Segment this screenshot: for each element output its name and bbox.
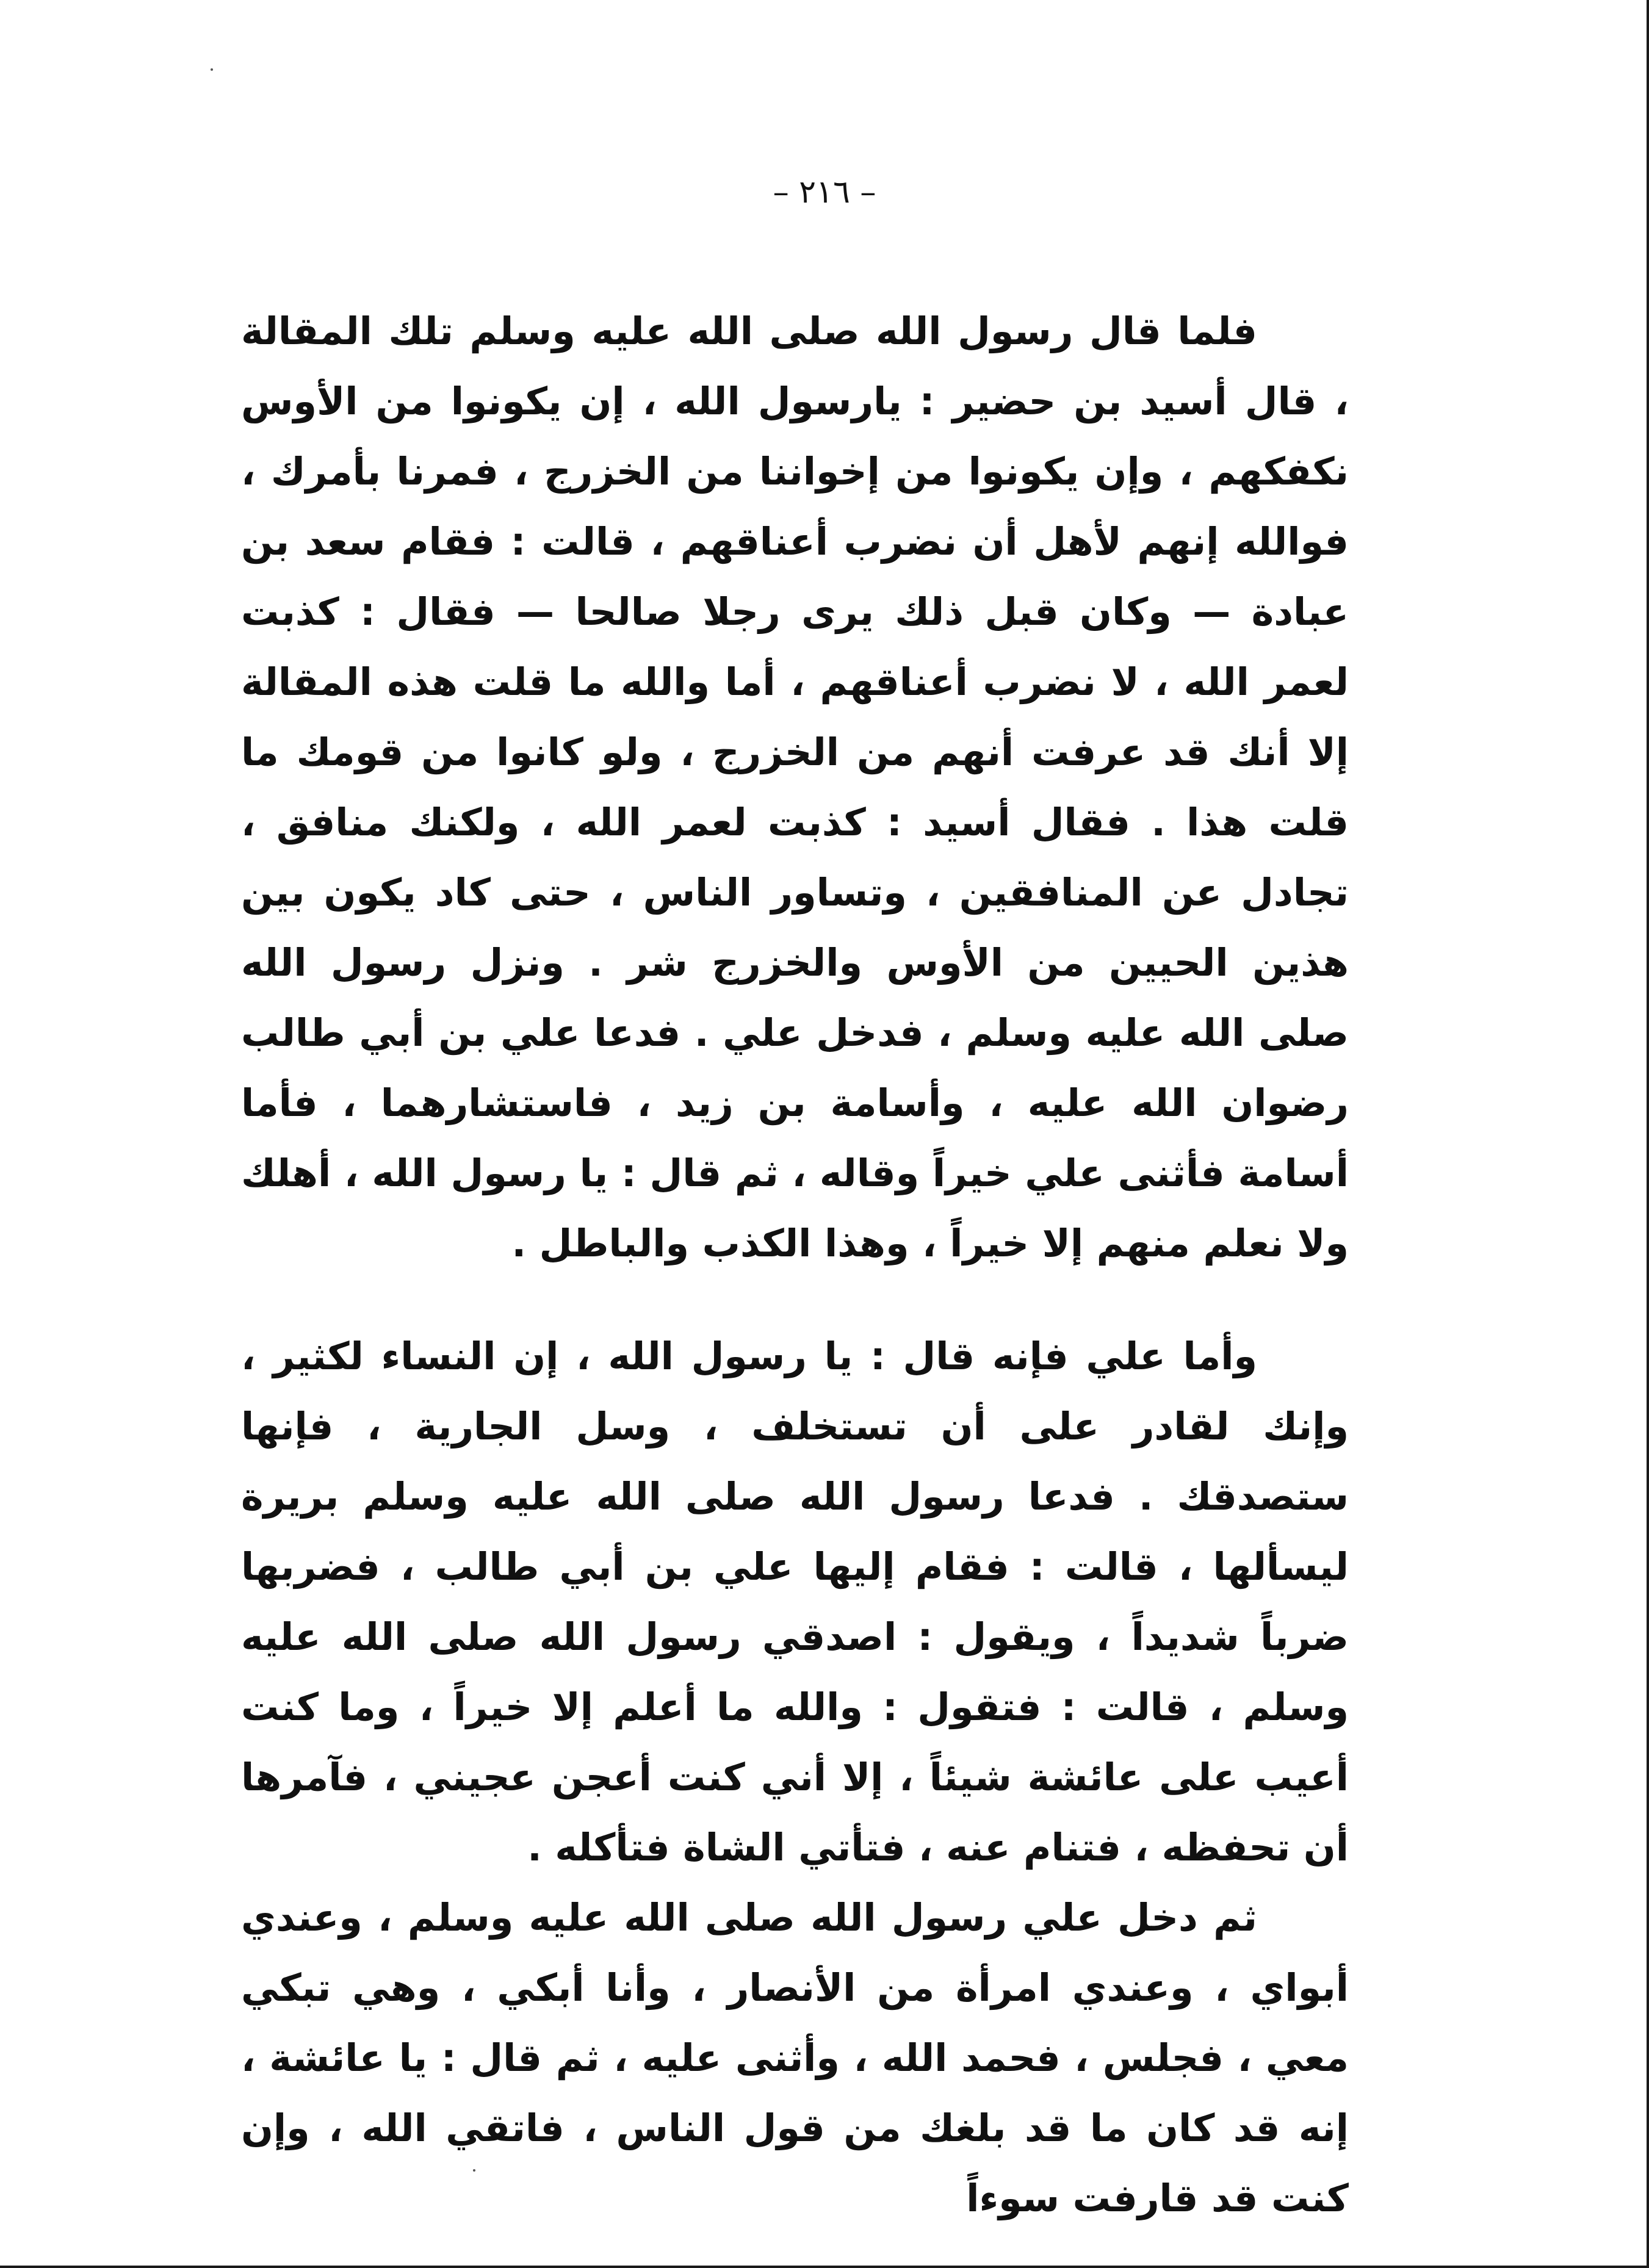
paragraph-text: فلما قال رسول الله صلى الله عليه وسلم تلك المقالة ، قال أسيد بن حضير : يارسول الله ، إن يكونوا من الأوس نكفكهم ، وإن يكونوا من إخواننا من الخزرج ، فمرنا بأمرك ، فوالله إنهم لأهل أن نضرب أعناقهم ، قالت : فقام سعد بن عبادة — وكان قبل ذلك يرى رجلا صالحا — فقال : كذبت لعمر الله ، لا نضرب أعناقهم ، أما والله ما قلت هذه المقالة إلا أنك قد عرفت أنهم من الخزرج ، ولو كانوا من قومك ما قلت هذا . فقال أسيد : كذبت لعمر الله ، ولكنك منافق ، تجادل عن المنافقين ، وتساور الناس ، حتى كاد يكون بين هذين الحيين من الأوس والخزرج شر . ونزل رسول الله صلى الله عليه وسلم ، فدخل علي . فدعا علي بن أبي طالب رضوان الله عليه ، وأسامة بن زيد ، فاستشارهما ، فأما أسامة فأثنى علي خيراً وقاله ، ثم قال : يا رسول الله ، أهلك ولا نعلم منهم إلا خيراً ، وهذا الكذب والباطل . <box>241 309 1349 1265</box>
paragraph-3 <box>241 1882 1349 2233</box>
scan-speck <box>211 68 213 71</box>
paragraph-text: ثم دخل علي رسول الله صلى الله عليه وسلم ، وعندي أبواي ، وعندي امرأة من الأنصار ، وأنا أبكي ، وهي تبكي معي ، فجلس ، فحمد الله ، وأثنى عليه ، ثم قال : يا عائشة ، إنه قد كان ما قد بلغك من قول الناس ، فاتقي الله ، وإن كنت قد قارفت سوءاً <box>241 1895 1349 2220</box>
page-number: – ٢١٦ – <box>773 174 876 211</box>
paragraph-1 <box>241 296 1349 1278</box>
paragraph-text: وأما علي فإنه قال : يا رسول الله ، إن النساء لكثير ، وإنك لقادر على أن تستخلف ، وسل الجارية ، فإنها ستصدقك . فدعا رسول الله صلى الله عليه وسلم بريرة ليسألها ، قالت : فقام إليها علي بن أبي طالب ، فضربها ضرباً شديداً ، ويقول : اصدقي رسول الله صلى الله عليه وسلم ، قالت : فتقول : والله ما أعلم إلا خيراً ، وما كنت أعيب على عائشة شيئاً ، إلا أني كنت أعجن عجيني ، فآمرها أن تحفظه ، فتنام عنه ، فتأتي الشاة فتأكله . <box>241 1334 1349 1870</box>
paragraph-2 <box>241 1321 1349 1882</box>
